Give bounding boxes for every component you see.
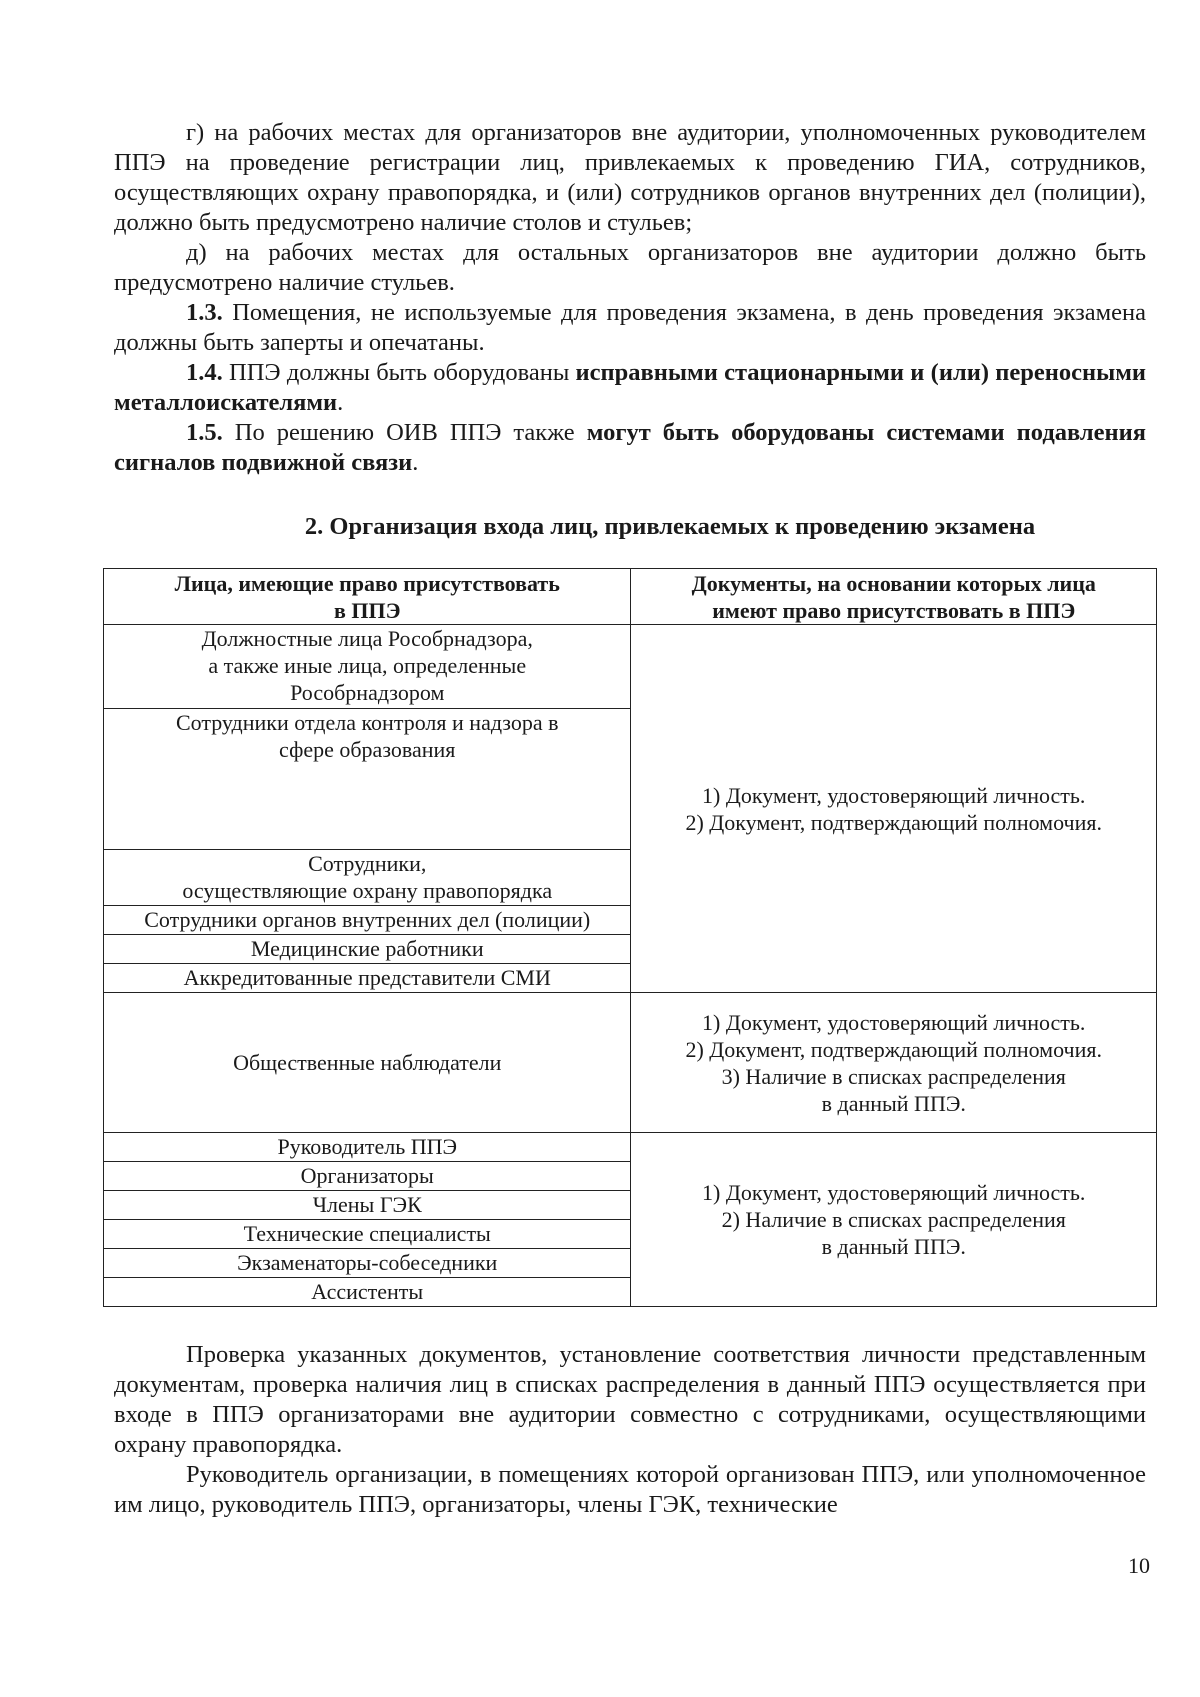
paragraph-1-4: 1.4. ППЭ должны быть оборудованы исправными стационарными и (или) переносными металлоискателями. [114,359,1147,416]
person-cell: Технические специалисты [104,1220,631,1249]
section-heading: 2. Организация входа лиц, привлекаемых к проведению экзамена [304,513,1036,540]
paragraph-1-5: 1.5. По решению ОИВ ППЭ также могут быть оборудованы системами подавления сигналов подвижной связи. [114,419,1146,476]
documents-cell: 1) Документ, удостоверяющий личность. 2) Документ, подтверждающий полномочия. [631,625,1157,993]
person-cell: Руководитель ППЭ [104,1133,631,1162]
person-cell: Общественные наблюдатели [104,993,631,1133]
page-number: 10 [1128,1553,1150,1578]
person-cell: Ассистенты [104,1278,631,1307]
documents-cell: 1) Документ, удостоверяющий личность. 2) Документ, подтверждающий полномочия. 3) Наличие в списках распределения в данный ППЭ. [631,993,1157,1133]
access-table [103,568,1157,1307]
table-row [104,625,1157,709]
documents-cell: 1) Документ, удостоверяющий личность. 2) Наличие в списках распределения в данный ППЭ. [631,1133,1157,1307]
person-cell: Должностные лица Рособрнадзора, а также иные лица, определенные Рособрнадзором [104,625,631,709]
person-cell: Организаторы [104,1162,631,1191]
column-header-persons: Лица, имеющие право присутствовать в ППЭ [104,569,631,625]
person-cell: Аккредитованные представители СМИ [104,964,631,993]
table-header-row [104,569,1157,625]
column-header-documents: Документы, на основании которых лица имеют право присутствовать в ППЭ [631,569,1157,625]
clause-number: 1.3. [186,299,223,326]
table-row [104,993,1157,1133]
clause-number: 1.4. [186,359,223,386]
person-cell: Сотрудники, осуществляющие охрану правопорядка [104,850,631,906]
paragraph-1-3: 1.3. Помещения, не используемые для проведения экзамена, в день проведения экзамена должны быть заперты и опечатаны. [114,299,1146,356]
person-cell: Члены ГЭК [104,1191,631,1220]
paragraph-document-check: Проверка указанных документов, установление соответствия личности представленным документам, проверка наличия лиц в списках распределения в данный ППЭ осуществляется при входе в ППЭ организаторами вне аудитории совместно с сотрудниками, осуществляющими охрану правопорядка. [114,1341,1146,1458]
paragraph-g: г) на рабочих местах для организаторов вне аудитории, уполномоченных руководителем ППЭ на проведение регистрации лиц, привлекаемых к проведению ГИА, сотрудников, осуществляющих охрану правопорядка, и (или) сотрудников органов внутренних дел (полиции), должно быть предусмотрено наличие столов и стульев; [114,119,1146,236]
person-cell: Экзаменаторы-собеседники [104,1249,631,1278]
person-cell: Сотрудники органов внутренних дел (полиции) [104,906,631,935]
paragraph-d: д) на рабочих местах для остальных организаторов вне аудитории должно быть предусмотрено наличие стульев. [114,239,1146,296]
paragraph-organization-head: Руководитель организации, в помещениях которой организован ППЭ, или уполномоченное им лицо, руководитель ППЭ, организаторы, члены ГЭК, технические [114,1461,1146,1518]
person-cell: Сотрудники отдела контроля и надзора в сфере образования [104,709,631,850]
clause-number: 1.5. [186,419,223,446]
table-row [104,1133,1157,1162]
person-cell: Медицинские работники [104,935,631,964]
